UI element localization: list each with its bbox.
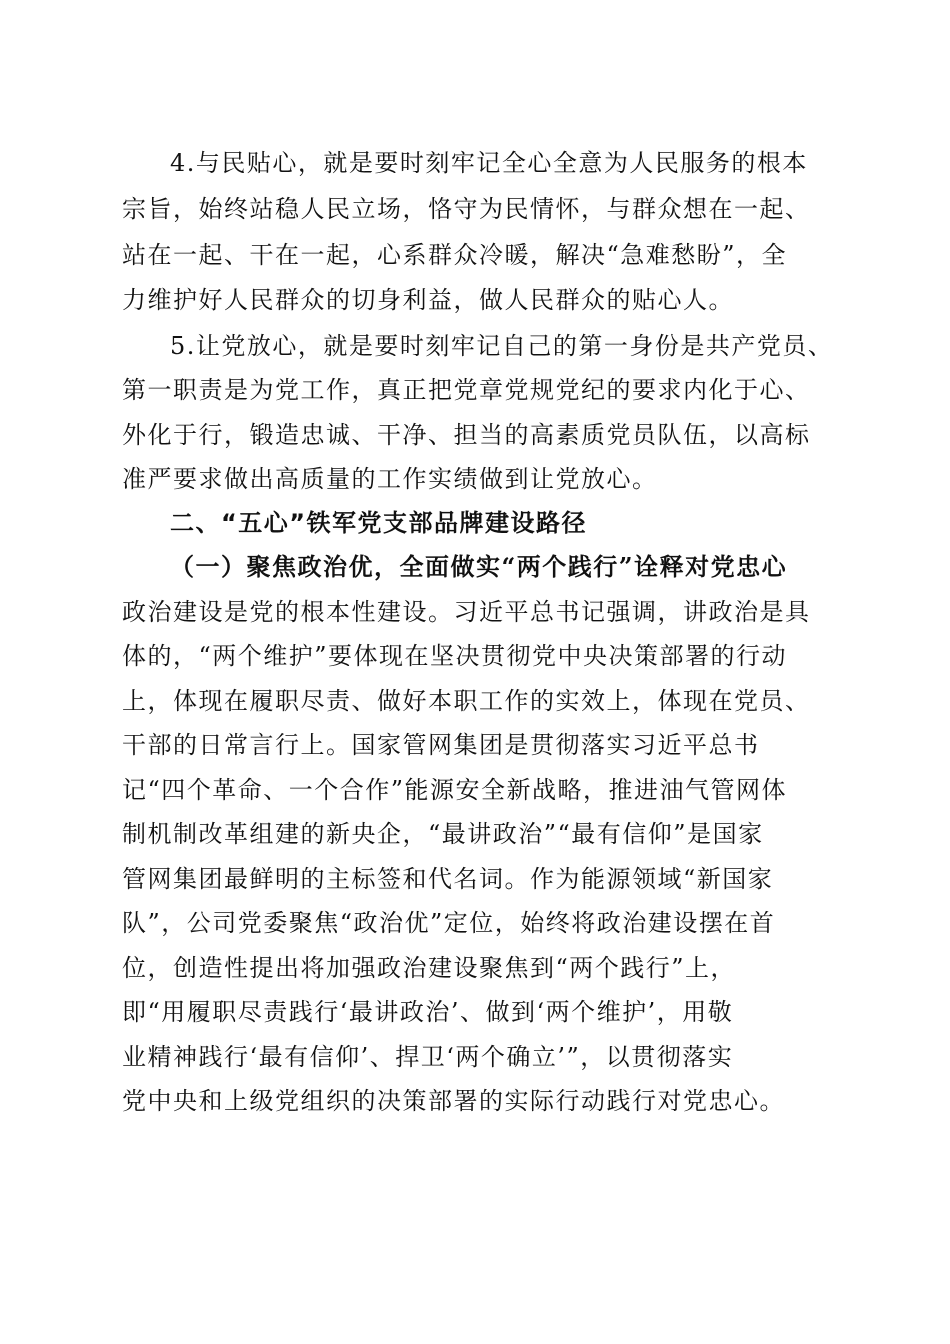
text-line: 位，创造性提出将加强政治建设聚焦到“两个践行”上， — [122, 954, 737, 982]
text-line: 力维护好人民群众的切身利益，做人民群众的贴心人。 — [122, 286, 734, 314]
text-line: 宗旨，始终站稳人民立场，恪守为民情怀，与群众想在一起、 — [122, 195, 811, 223]
text-line: 干部的日常言行上。国家管网集团是贯彻落实习近平总书 — [122, 731, 760, 759]
text-line: 第一职责是为党工作，真正把党章党规党纪的要求内化于心、 — [122, 376, 811, 404]
text-line: 即“用履职尽责践行‘最讲政治’、做到‘两个维护’，用敬 — [122, 998, 734, 1026]
text-line: 业精神践行‘最有信仰’、捍卫‘两个确立’”，以贯彻落实 — [122, 1043, 734, 1071]
text-line: 准严要求做出高质量的工作实绩做到让党放心。 — [122, 465, 658, 493]
text-line: 管网集团最鲜明的主标签和代名词。作为能源领域“新国家 — [122, 865, 774, 893]
section-heading: 二、“五心”铁军党支部品牌建设路径 — [170, 509, 588, 537]
text-line: 队”，公司党委聚焦“政治优”定位，始终将政治建设摆在首 — [122, 909, 776, 937]
text-line: 站在一起、干在一起，心系群众冷暖，解决“急难愁盼”，全 — [122, 241, 788, 269]
text-line: 4.与民贴心，就是要时刻牢记全心全意为人民服务的根本 — [170, 149, 808, 177]
subsection-heading: （一）聚焦政治优，全面做实“两个践行”诠释对党忠心 — [170, 552, 788, 581]
text-line: 政治建设是党的根本性建设。习近平总书记强调，讲政治是具 — [122, 598, 811, 626]
text-line: 记“四个革命、一个合作”能源安全新战略，推进油气管网体 — [122, 776, 788, 804]
text-line: 外化于行，锻造忠诚、干净、担当的高素质党员队伍，以高标 — [122, 421, 811, 449]
text-line: 体的，“两个维护”要体现在坚决贯彻党中央决策部署的行动 — [122, 642, 788, 670]
text-line: 党中央和上级党组织的决策部署的实际行动践行对党忠心。 — [122, 1087, 785, 1115]
text-line: 上，体现在履职尽责、做好本职工作的实效上，体现在党员、 — [122, 687, 811, 715]
text-line: 5.让党放心，就是要时刻牢记自己的第一身份是共产党员、 — [170, 332, 834, 360]
text-line: 制机制改革组建的新央企，“最讲政治”“最有信仰”是国家 — [122, 820, 764, 848]
